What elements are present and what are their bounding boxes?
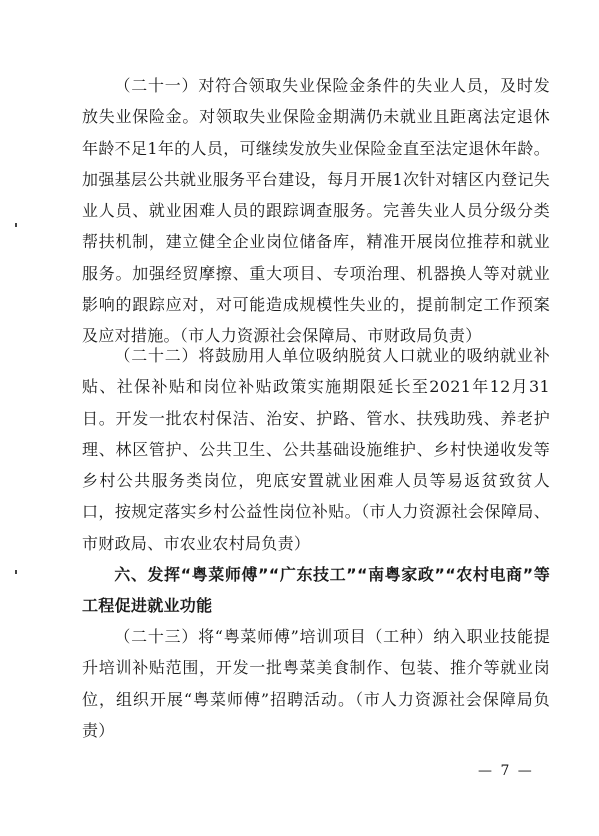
paragraph-22-text: （二十二）将鼓励用人单位吸纳脱贫人口就业的吸纳就业补贴、社保补贴和岗位补贴政策实施期限延长至2021年12月31日。开发一批农村保洁、治安、护路、管水、扶残助残、养老护理、林区管护、公共卫生、公共基础设施维护、乡村快递收发等乡村公共服务类岗位，兜底安置就业困难人员等易返贫致贫人口，按规定落实乡村公益性岗位补贴。（市人力资源社会保障局、市财政局、市农业农村局负责） xyxy=(82,346,550,553)
paragraph-22 xyxy=(82,340,550,559)
paragraph-23-text: （二十三）将“粤菜师傅”培训项目（工种）纳入职业技能提升培训补贴范围，开发一批粤菜美食制作、包装、推介等就业岗位，组织开展“粤菜师傅”招聘活动。（市人力资源社会保障局负责） xyxy=(82,627,550,740)
binding-mark xyxy=(15,223,17,227)
paragraph-21-text: （二十一）对符合领取失业保险金条件的失业人员，及时发放失业保险金。对领取失业保险金期满仍未就业且距离法定退休年龄不足1年的人员，可继续发放失业保险金直至法定退休年龄。加强基层公共就业服务平台建设，每月开展1次针对辖区内登记失业人员、就业困难人员的跟踪调查服务。完善失业人员分级分类帮扶机制，建立健全企业岗位储备库，精准开展岗位推荐和就业服务。加强经贸摩擦、重大项目、专项治理、机器换人等对就业影响的跟踪应对，对可能造成规模性失业的，提前制定工作预案及应对措施。（市人力资源社会保障局、市财政局负责） xyxy=(82,76,550,346)
page-number: — 7 — xyxy=(478,763,534,779)
section-heading-text: 六、发挥“粤菜师傅”“广东技工”“南粤家政”“农村电商”等工程促进就业功能 xyxy=(82,565,550,616)
paragraph-23 xyxy=(82,621,550,746)
section-heading xyxy=(82,559,550,622)
binding-mark xyxy=(15,570,17,574)
paragraph-21 xyxy=(82,70,550,352)
